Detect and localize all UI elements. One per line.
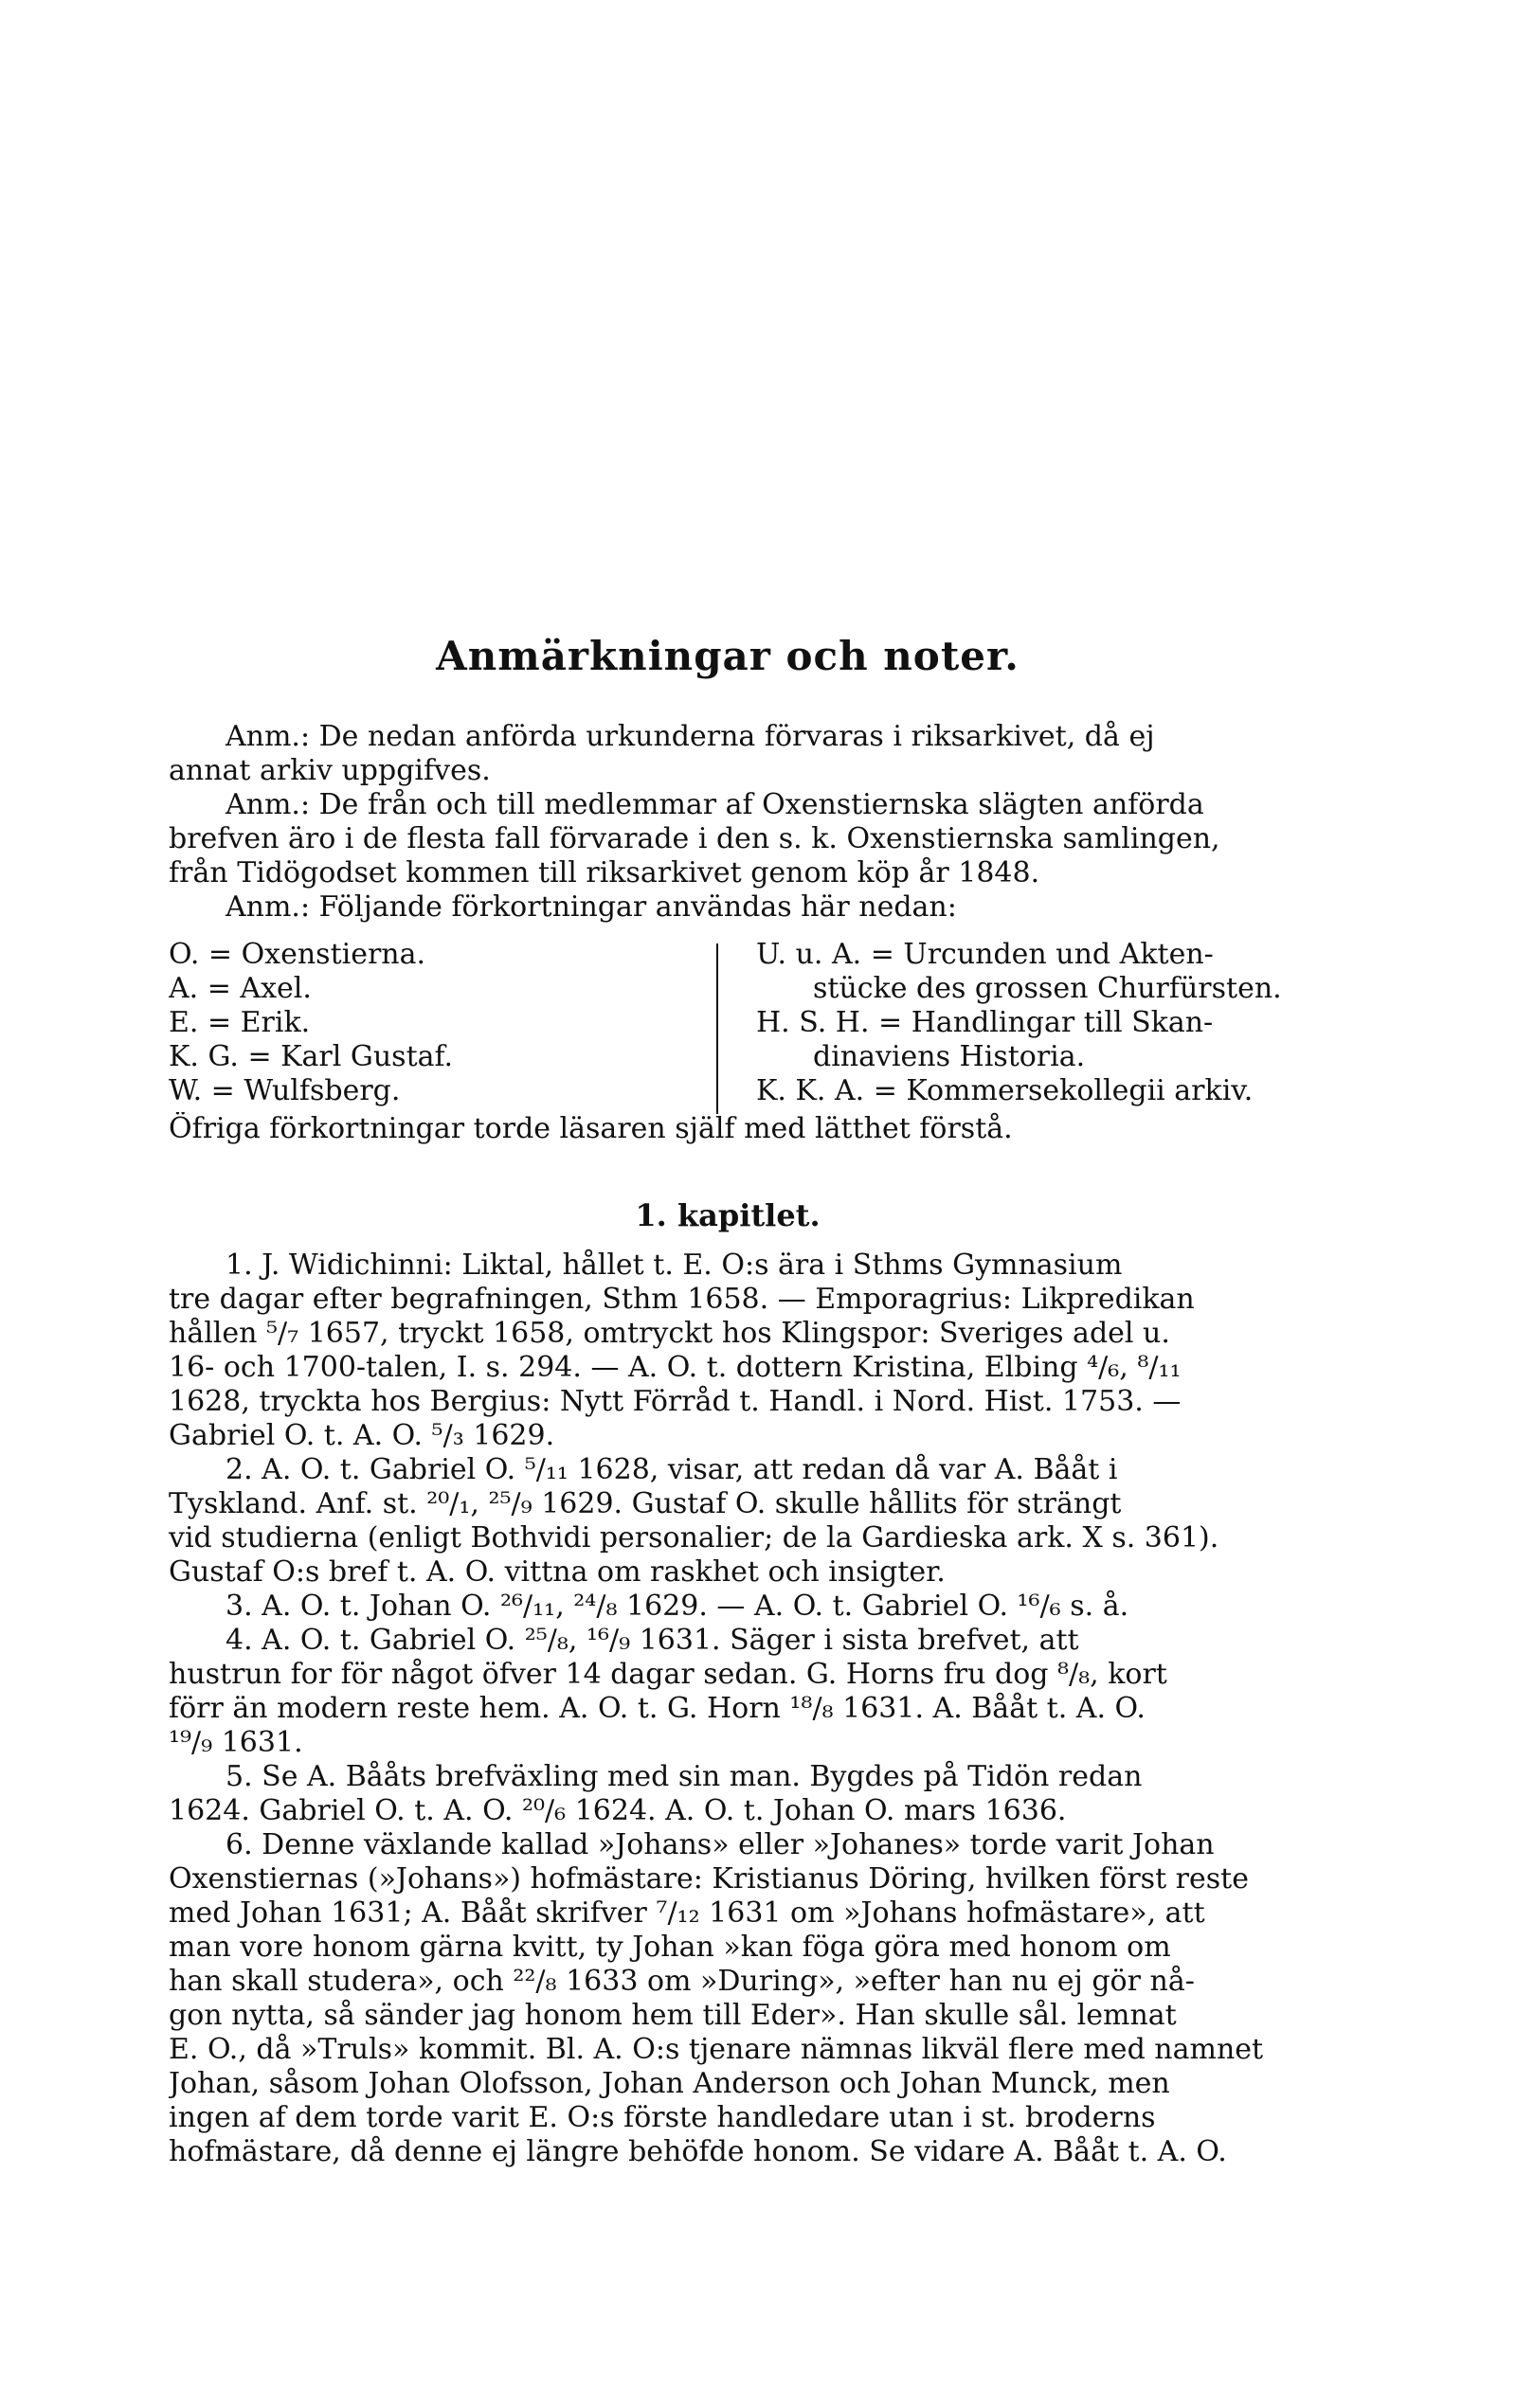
abbreviation-entry: U. u. A. = Urcunden und Akten- [756, 938, 1214, 971]
note-line: 5. Se A. Bååts brefväxling med sin man. Bygdes på Tidön redan [226, 1760, 1143, 1793]
intro-line: från Tidögodset kommen till riksarkivet genom köp år 1848. [169, 856, 1040, 890]
chapter-notes [169, 1249, 1287, 2169]
abbreviation-entry: dinaviens Historia. [813, 1040, 1086, 1073]
intro-line: Anm.: De från och till medlemmar af Oxenstiernska slägten anförda [226, 788, 1204, 821]
column-divider [716, 943, 718, 1114]
note-line: med Johan 1631; A. Bååt skrifver ⁷/₁₂ 1631 om »Johans hofmästare», att [169, 1896, 1205, 1930]
intro-line: brefven äro i de flesta fall förvarade i den s. k. Oxenstiernska samlingen, [169, 822, 1220, 855]
abbreviation-table [169, 938, 1287, 1118]
intro-line: Anm.: Följande förkortningar användas här nedan: [226, 890, 957, 924]
intro-notes [169, 720, 1287, 925]
abbreviation-footnote [169, 1112, 1287, 1146]
abbreviation-note: Öfriga förkortningar torde läsaren själf med lätthet förstå. [169, 1112, 1013, 1145]
note-line: hållen ⁵/₇ 1657, tryckt 1658, omtryckt hos Klingspor: Sveriges adel u. [169, 1317, 1170, 1350]
abbreviation-column-left [169, 938, 699, 1108]
page-title: Anmärkningar och noter. [436, 633, 1020, 679]
intro-line: Anm.: De nedan anförda urkunderna förvaras i riksarkivet, då ej [226, 720, 1155, 753]
abbreviation-entry: W. = Wulfsberg. [169, 1074, 401, 1107]
abbreviation-entry: K. G. = Karl Gustaf. [169, 1040, 454, 1073]
note-line: 2. A. O. t. Gabriel O. ⁵/₁₁ 1628, visar, att redan då var A. Bååt i [226, 1453, 1118, 1486]
abbreviation-column-right [756, 938, 1287, 1108]
note-line: han skall studera», och ²²/₈ 1633 om »During», »efter han nu ej gör nå- [169, 1965, 1195, 1998]
note-line: hustrun for för något öfver 14 dagar sedan. G. Horns fru dog ⁸/₈, kort [169, 1658, 1167, 1691]
note-line: 6. Denne växlande kallad »Johans» eller »Johanes» torde varit Johan [226, 1828, 1215, 1861]
abbreviation-entry: K. K. A. = Kommersekollegii arkiv. [756, 1074, 1254, 1107]
note-line: man vore honom gärna kvitt, ty Johan »kan föga göra med honom om [169, 1931, 1171, 1964]
abbreviation-entry: H. S. H. = Handlingar till Skan- [756, 1006, 1214, 1039]
note-line: vid studierna (enligt Bothvidi personalier; de la Gardieska ark. X s. 361). [169, 1521, 1219, 1554]
note-line: hofmästare, då denne ej längre behöfde honom. Se vidare A. Bååt t. A. O. [169, 2135, 1227, 2168]
abbreviation-entry: stücke des grossen Churfürsten. [813, 972, 1282, 1005]
note-line: gon nytta, så sänder jag honom hem till Eder». Han skulle sål. lemnat [169, 1999, 1177, 2032]
note-line: 4. A. O. t. Gabriel O. ²⁵/₈, ¹⁶/₉ 1631. Säger i sista brefvet, att [226, 1624, 1079, 1657]
note-line: 16- och 1700-talen, I. s. 294. — A. O. t. dottern Kristina, Elbing ⁴/₆, ⁸/₁₁ [169, 1351, 1182, 1384]
abbreviation-entry: E. = Erik. [169, 1006, 311, 1039]
abbreviation-entry: O. = Oxenstierna. [169, 938, 426, 971]
note-line: 1. J. Widichinni: Liktal, hållet t. E. O:s ära i Sthms Gymnasium [226, 1249, 1123, 1282]
note-line: 1624. Gabriel O. t. A. O. ²⁰/₆ 1624. A. O. t. Johan O. mars 1636. [169, 1794, 1067, 1827]
note-line: Johan, såsom Johan Olofsson, Johan Anderson och Johan Munck, men [169, 2067, 1170, 2100]
note-line: ingen af dem torde varit E. O:s förste handledare utan i st. broderns [169, 2101, 1156, 2134]
note-line: 3. A. O. t. Johan O. ²⁶/₁₁, ²⁴/₈ 1629. — A. O. t. Gabriel O. ¹⁶/₆ s. å. [226, 1590, 1129, 1623]
intro-line: annat arkiv uppgifves. [169, 754, 491, 787]
note-line: ¹⁹/₉ 1631. [169, 1726, 303, 1759]
note-line: tre dagar efter begrafningen, Sthm 1658. — Emporagrius: Likpredikan [169, 1283, 1195, 1316]
note-line: Tyskland. Anf. st. ²⁰/₁, ²⁵/₉ 1629. Gustaf O. skulle hållits för strängt [169, 1487, 1122, 1520]
abbreviation-entry: A. = Axel. [169, 972, 312, 1005]
note-line: Gabriel O. t. A. O. ⁵/₃ 1629. [169, 1419, 555, 1452]
note-line: 1628, tryckta hos Bergius: Nytt Förråd t. Handl. i Nord. Hist. 1753. — [169, 1385, 1182, 1418]
note-line: Oxenstiernas (»Johans») hofmästare: Kristianus Döring, hvilken först reste [169, 1862, 1249, 1896]
note-line: förr än modern reste hem. A. O. t. G. Horn ¹⁸/₈ 1631. A. Bååt t. A. O. [169, 1692, 1146, 1725]
note-line: E. O., då »Truls» kommit. Bl. A. O:s tjenare nämnas likväl flere med namnet [169, 2033, 1264, 2066]
chapter-heading: 1. kapitlet. [635, 1197, 821, 1233]
note-line: Gustaf O:s bref t. A. O. vittna om raskhet och insigter. [169, 1555, 946, 1589]
